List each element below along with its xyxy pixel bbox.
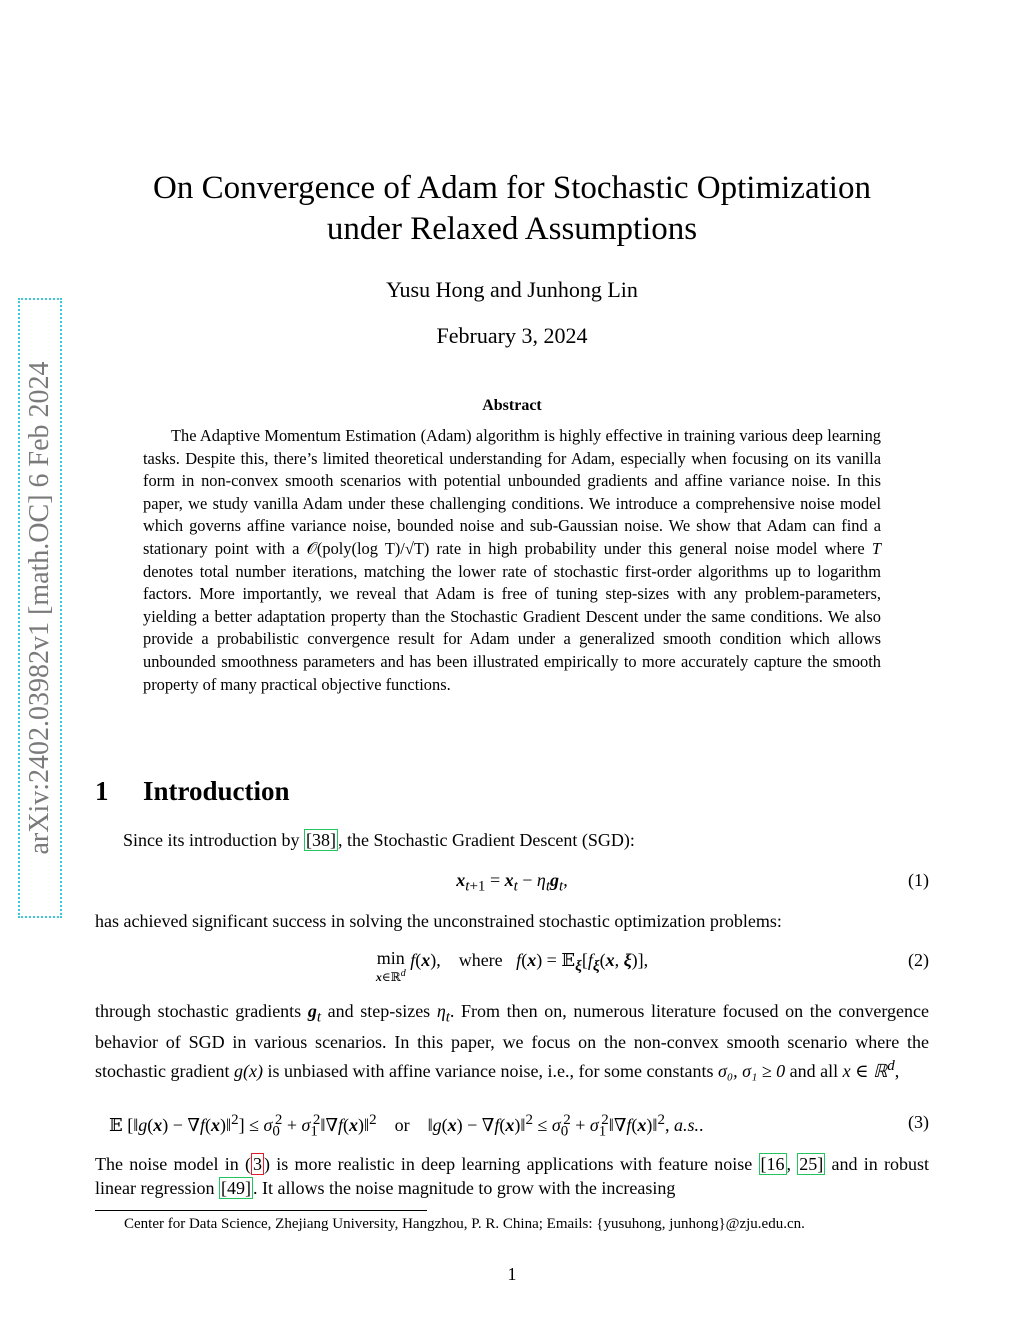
arxiv-stamp[interactable] xyxy=(18,298,62,918)
section-heading xyxy=(95,776,290,807)
equation-2 xyxy=(95,950,929,984)
abstract-heading: Abstract xyxy=(482,397,542,414)
paper-title xyxy=(120,168,904,250)
equation-3-expr: 𝔼 [‖g(x) − ∇f(x)‖$^2$] ≤ $\sigma_0^2$ + $\sigma_1^2‖\nabla f(x)‖^2$ or ‖g(x) − ∇f(x)‖$^2$ ≤ $\sigma_0^2$ + $\sigma_1^2‖\nabla f(x)‖^2$, a.s.. xyxy=(109,1112,704,1140)
section-title: Introduction xyxy=(143,776,290,806)
section-number: 1 xyxy=(95,776,109,806)
equation-2-expr: min x∈ℝ$^d$ f(x), where $f(x) = 𝔼_\xi[f_\xi(x$, ξ)], xyxy=(375,948,649,984)
arxiv-id[interactable]: arXiv:2402.03982v1 [math.OC] 6 Feb 2024 xyxy=(24,361,55,855)
authors: Yusu Hong and Junhong Lin xyxy=(386,277,638,302)
equation-1-number: (1) xyxy=(908,870,929,890)
footnote-rule xyxy=(95,1210,427,1211)
intro-paragraph-2: has achieved significant success in solving the unconstrained stochastic optimization problems: xyxy=(95,911,782,931)
abstract-text: The Adaptive Momentum Estimation (Adam) algorithm is highly effective in training various deep learning tasks. Despite this, there’s limited theoretical understanding for Adam, especially when focusing on its vanilla form in non-convex smooth scenarios with potential unbounded gradients and affine variance noise. In this paper, we study vanilla Adam under these challenging conditions. We introduce a comprehensive noise model which governs affine variance noise, bounded noise and sub-Gaussian noise. We show that Adam can find a stationary point with a 𝒪(poly(log T)/√T) rate in high probability under this general noise model where T denotes total number iterations, matching the lower rate of stochastic first-order algorithms up to logarithm factors. More importantly, we reveal that Adam is free of tuning step-sizes with any problem-parameters, yielding a better adaptation property than the Stochastic Gradient Descent under the same conditions. We also provide a probabilistic convergence result for Adam under a generalized smooth condition which allows unbounded smoothness parameters and has been illustrated empirically to more accurately capture the smooth property of many practical objective functions. xyxy=(143,426,881,694)
footnote: Center for Data Science, Zhejiang University, Hangzhou, P. R. China; Emails: {yusuhong, junhong}@zju.edu.cn. xyxy=(124,1216,805,1232)
equation-3-number: (3) xyxy=(908,1112,929,1132)
citation-25[interactable]: 25] xyxy=(799,1154,824,1174)
intro-paragraph-4: The noise model in ( 3 ) is more realistic in deep learning applications with feature noise [16 , 25] and in robust linear regression [49] . It allows the noise magnitude to grow with the increasing xyxy=(95,1154,929,1198)
page-number: 1 xyxy=(507,1264,517,1284)
equation-ref-3[interactable]: 3 xyxy=(252,1154,262,1174)
citation-38[interactable]: [38] xyxy=(305,830,336,850)
title-line-1: On Convergence of Adam for Stochastic Optimization xyxy=(153,170,871,206)
equation-1-expr: $x_{t+1} = x_t - \eta_tg_t$, xyxy=(456,870,568,895)
date: February 3, 2024 xyxy=(436,323,588,348)
citation-49[interactable]: [49] xyxy=(220,1178,251,1198)
citation-16[interactable]: [16 xyxy=(760,1154,785,1174)
equation-2-number: (2) xyxy=(908,950,929,970)
intro-paragraph-1: Since its introduction by [38] , the Stochastic Gradient Descent (SGD): xyxy=(123,830,635,850)
intro-paragraph-3: through stochastic gradients $g_t$ and step-sizes $\eta_t$. From then on, numerous literature focused on the convergence behavior of SGD in various scenarios. In this paper, we focus on the non-convex smooth scenario where the stochastic gradient g(x) is unbiased with affine variance noise, i.e., for some constants σ₀, σ₁ ≥ 0 and all x ∈ ℝ$^d$, xyxy=(95,1001,930,1081)
equation-3-or: or xyxy=(394,1115,410,1135)
rate-expression: 𝒪(poly(log T)/√T) xyxy=(306,538,430,558)
title-line-2: under Relaxed Assumptions xyxy=(326,211,698,247)
